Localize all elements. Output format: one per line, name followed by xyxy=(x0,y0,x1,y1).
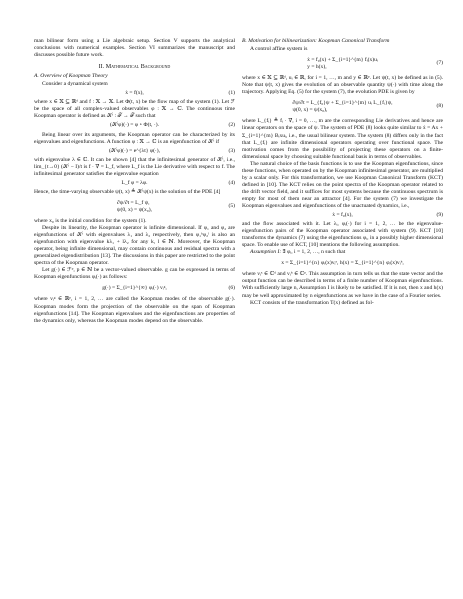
equation xyxy=(34,283,235,294)
paragraph: where L_{fᵢ} ≜ fᵢ · ∇, i = 0, …, m are the corresponding Lie derivatives and hence are linear operators on the space of ψ. The system of PDE (8) looks quite similar to ẋ = Ax + Σ_{i=1}^{m} Bᵢxuᵢ, i.e., the usual bilinear system. The system (8) differs only in the fact that L_{fᵢ} are infinite dimensional operators operating over functional space. The motivation comes from the possibility of projecting these operators on a finite-dimensional space by choosing suitable functional basis in terms of observables. xyxy=(242,118,443,160)
equation xyxy=(34,148,235,155)
equation-line: ∂ψ/∂t = L_f ψ, xyxy=(117,199,150,206)
equation-body: (𝒦ᵗφ)(·) = e^{λt} φ(·), xyxy=(108,147,161,154)
equation-number: (7) xyxy=(436,60,443,67)
paragraph: Let g(·) ∈ ℱᵖ, p ∈ ℕ be a vector-valued observable. g can be expressed in terms of Koopman eigenfunctions φᵢ(·) as follows: xyxy=(34,267,235,281)
equation-line: ψ(0, x) = ψ(x₀), xyxy=(117,206,152,213)
equation xyxy=(242,212,443,219)
equation xyxy=(34,180,235,187)
equation-line: y = h(x), xyxy=(307,64,327,71)
paragraph: Consider a dynamical system xyxy=(42,81,108,88)
equation xyxy=(242,258,443,269)
assumption-label: Assumption I: xyxy=(250,249,282,256)
paragraph: The natural choice of the basis functions is to use the Koopman eigenfunctions, since these functions, when operated on by the Koopman infinitesimal generator, are multiplied by a scalar only. For this transformation, we use Koopman Canonical Transform (KCT) defined in [10]. The KCT relies on the point spectra of the Koopman operator related to the drift vector field, and it suffices for most systems because the continuous spectrum is empty for most of them near an attractor [4]. For the system (7) we investigate the Koopman eigenvalues and eigenfunctions of the unactuated dynamics, i.e., xyxy=(242,160,443,209)
equation-body: ẋ = f₀(x), xyxy=(332,212,353,219)
equation-number: (6) xyxy=(228,285,235,292)
equation-body: x = Σ_{i=1}^{n} φᵢ(x)vᵢˣ, h(x) = Σ_{i=1}^{n} φᵢ(x)vᵢʰ, xyxy=(281,260,404,267)
equation-body: ẋ = f(x), xyxy=(125,90,144,97)
assumption-text: ∃ φᵢ, i = 1, 2, …, n such that xyxy=(281,249,346,256)
paragraph: where x ∈ 𝕏 ⊆ ℝᵈ, uᵢ ∈ ℝ, for i = 1, …, m and y ∈ ℝᵖ. Let ψ(t, x) be defined as in (5). Note that ψ(t, x) gives the evolution of an observable quantity ψ(·) with time along the trajectory. Applying Eq. (5) for the system (7), the evolution PDE is given by xyxy=(242,75,443,96)
paragraph: Being linear over its arguments, the Koopman operator can be characterized by its eigenvalues and eigenfunctions. A function φ : 𝕏 → ℂ is an eigenfunction of 𝒦ᵗ if xyxy=(34,131,235,145)
equation-number: (3) xyxy=(228,147,235,154)
equation-number: (4) xyxy=(228,179,235,186)
equation xyxy=(242,55,443,73)
equation xyxy=(242,98,443,116)
equation-body: (𝒦ᵗφ)(·) = φ ∘ Φ(t, ·). xyxy=(110,122,159,129)
equation-number: (9) xyxy=(436,212,443,219)
intro-paragraph: man bilinear form using a Lie algebraic setup. Section V supports the analytical conclusions with numerical examples. Section VI summarizes the manuscript and discusses possible future work. xyxy=(34,38,235,59)
paragraph: where x₀ is the initial condition for the system (1). xyxy=(34,217,147,224)
paragraph: with eigenvalue λ ∈ ℂ. It can be shown [4] that the infinitesimal generator of 𝒦ᵗ, i.e., lim_{t→0} (𝒦ᵗ − I)/t is f · ∇ = L_f, where L_f is the Lie derivative with respect to f. The infinitesimal generator satisfies the eigenvalue equation xyxy=(34,156,235,177)
paragraph: where x ∈ 𝕏 ⊆ ℝᵈ and f : 𝕏 → 𝕏. Let Φ(t, x) be the flow map of the system (1). Let ℱ be the space of all complex-valued observables φ : 𝕏 → ℂ. The continuous time Koopman operator is defined as 𝒦ᵗ : ℱ → ℱ such that xyxy=(34,99,235,120)
equation xyxy=(34,198,235,216)
equation-number: (8) xyxy=(436,103,443,110)
equation-line: ∂ψ/∂t = L_{f₀}ψ + Σ_{i=1}^{m} uᵢ L_{fᵢ}ψ, xyxy=(292,100,393,107)
equation xyxy=(34,122,235,129)
paragraph: Hence, the time-varying observable ψ(t, x) ≜ 𝒦ᵗψ(x) is the solution of the PDE [4] xyxy=(34,188,221,195)
assumption xyxy=(242,249,443,256)
subsection-title: B. Motivation for bilinearization: Koopman Canonical Transform xyxy=(242,38,390,44)
paragraph: where vᵢˣ ∈ ℂᵈ and vᵢʰ ∈ ℂᵖ. This assumption in turn tells us that the state vector and the output function can be described in terms of a finite number of Koopman eigenfunctions. With sufficiently large n, Assumption I is likely to be satisfied. If it is not, then x and h(x) may be well approximated by n eigenfunctions as we have in the case of a Fourier series. xyxy=(242,271,443,299)
equation-body: g(·) = Σ_{i=1}^{∞} φᵢ(·) vᵢᵍ, xyxy=(102,285,167,292)
paragraph: where vᵢᵍ ∈ ℝᵖ, i = 1, 2, … are called the Koopman modes of the observable g(·). Koopman modes form the projection of the observable on the span of Koopman eigenfunctions [14]. The Koopman eigenvalues and the eigenfunctions are properties of the dynamics only, whereas the Koopman modes depend on the observable. xyxy=(34,296,235,324)
equation-number: (5) xyxy=(228,202,235,209)
section-title: II. Mathematical Background xyxy=(98,64,171,71)
paragraph: and the flow associated with it. Let λᵢ, φᵢ(·) for i = 1, 2, … be the eigenvalue-eigenfunction pairs of the Koopman operator associated with system (9). KCT [10] transforms the dynamics (7) using the eigenfunctions φᵢ, in a possibly higher dimensional space. To enable use of KCT, [10] mentions the following assumption. xyxy=(242,221,443,249)
right-column xyxy=(242,38,443,307)
subsection-title: A. Overview of Koopman Theory xyxy=(34,73,108,80)
equation-number: (1) xyxy=(228,90,235,97)
paragraph: KCT consists of the transformation T(x) defined as fol- xyxy=(250,299,374,306)
equation xyxy=(34,90,235,97)
paragraph: A control affine system is xyxy=(250,46,308,53)
equation-line: ψ(0, x) = ψ(x₀), xyxy=(292,107,328,114)
left-column xyxy=(34,38,235,325)
paragraph: Despite its linearity, the Koopman operator is infinite dimensional. If φ₁ and φ₂ are eigenfunctions of 𝒦ᵗ with eigenvalues λ₁ and λ₂ respectively, then φ₁ᵏφ₂ˡ is also an eigenfunction with eigenvalue kλ₁ + lλ₂ for any k, l ∈ ℕ. Moreover, the Koopman operator, being infinite dimensional, may contain continuous and residual spectra with a generalized eigendistribution [13]. The discussions in this paper are restricted to the point spectra of the Koopman operator. xyxy=(34,225,235,267)
equation-line: ẋ = f₀(x) + Σ_{i=1}^{m} fᵢ(x)uᵢ xyxy=(307,57,378,64)
equation-number: (2) xyxy=(228,122,235,129)
equation-body: L_f φ = λφ. xyxy=(121,179,148,186)
